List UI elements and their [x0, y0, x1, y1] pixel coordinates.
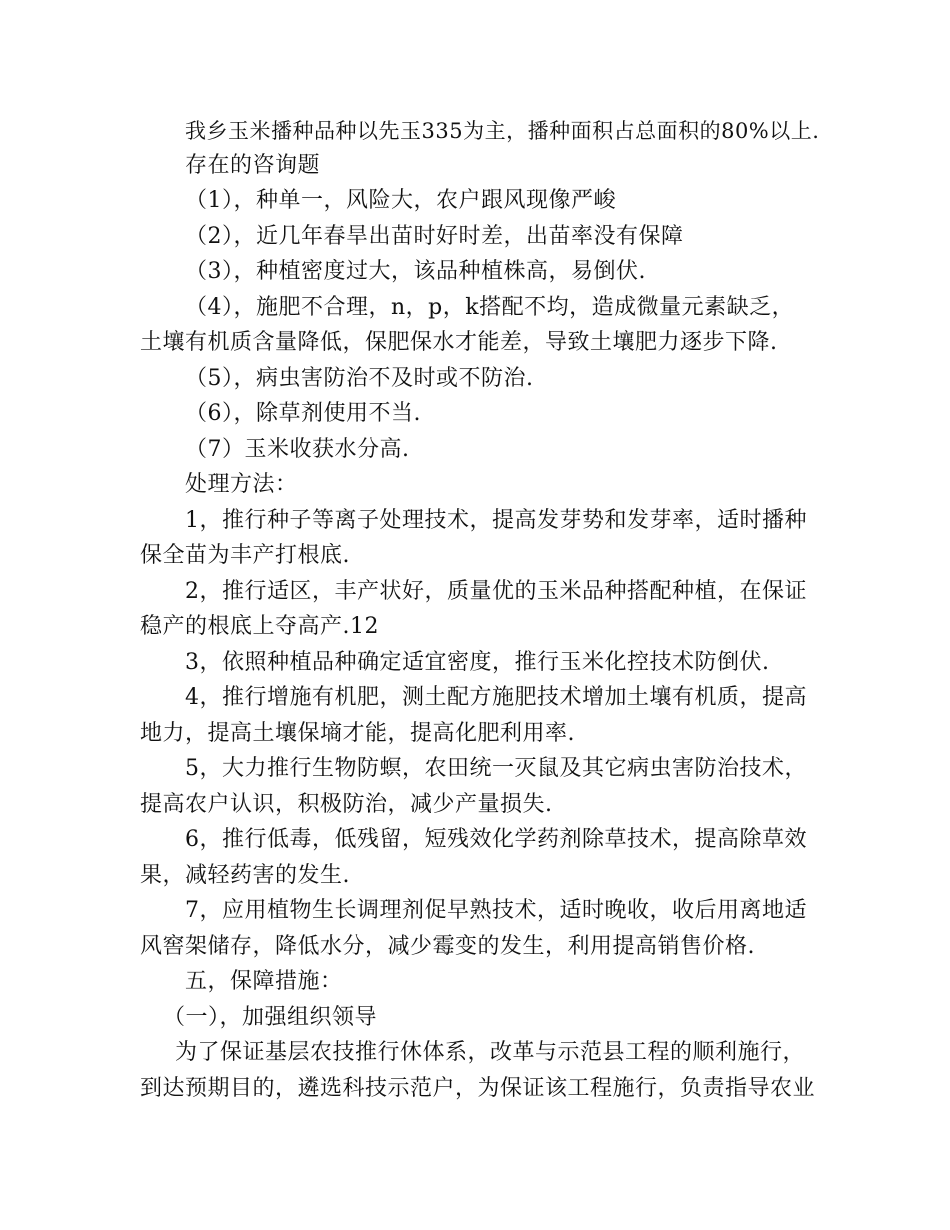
text-line: 7，应用植物生长调理剂促早熟技术，适时晚收，收后用离地适: [185, 898, 807, 923]
text-line: 1，推行种子等离子处理技术，提高发芽势和发芽率，适时播种: [185, 508, 807, 533]
text-line: 存在的咨询题: [185, 153, 321, 178]
text-line: 土壤有机质含量降低，保肥保水才能差，导致土壤肥力逐步下降.: [140, 330, 778, 355]
text-line: 到达预期目的，遴选科技示范户，为保证该工程施行，负责指导农业: [140, 1076, 816, 1101]
text-line: （一），加强组织领导: [163, 1005, 378, 1030]
text-line: 为了保证基层农技推行休体系，改革与示范县工程的顺利施行，: [175, 1040, 806, 1065]
text-line: 风窖架储存，降低水分，减少霉变的发生，利用提高销售价格.: [140, 934, 755, 959]
text-line: 5，大力推行生物防螟，农田统一灭鼠及其它病虫害防治技术，: [185, 756, 807, 781]
text-line: 地力，提高土壤保墒才能，提高化肥利用率.: [140, 721, 575, 746]
text-line: （2），近几年春旱出苗时好时差，出苗率没有保障: [185, 224, 684, 249]
text-line: 4，推行增施有机肥，测土配方施肥技术增加土壤有机质，提高: [185, 685, 807, 710]
text-line: （7）玉米收获水分高.: [185, 437, 410, 462]
text-line: 提高农户认识，积极防治，减少产量损失.: [140, 792, 553, 817]
text-line: （4），施肥不合理，n，p，k搭配不均，造成微量元素缺乏，: [185, 295, 795, 320]
text-line: （6），除草剂使用不当.: [185, 401, 421, 426]
text-line: 果，减轻药害的发生.: [140, 863, 350, 888]
text-line: 处理方法：: [185, 472, 298, 497]
text-line: 保全苗为丰产打根底.: [140, 543, 350, 568]
text-line: 稳产的根底上夺高产.12: [140, 614, 379, 639]
text-line: 3，依照种植品种确定适宜密度，推行玉米化控技术防倒伏.: [185, 650, 770, 675]
text-line: 我乡玉米播种品种以先玉335为主，播种面积占总面积的80%以上.: [185, 119, 820, 143]
text-line: 五，保障措施：: [185, 969, 343, 994]
text-line: 6，推行低毒，低残留，短残效化学药剂除草技术，提高除草效: [185, 827, 807, 852]
text-line: （5），病虫害防治不及时或不防治.: [185, 366, 534, 391]
text-line: （1），种单一，风险大，农户跟风现像严峻: [185, 188, 616, 213]
text-line: 2，推行适区，丰产状好，质量优的玉米品种搭配种植，在保证: [185, 579, 807, 604]
text-line: （3），种植密度过大，该品种植株高，易倒伏.: [185, 259, 646, 284]
